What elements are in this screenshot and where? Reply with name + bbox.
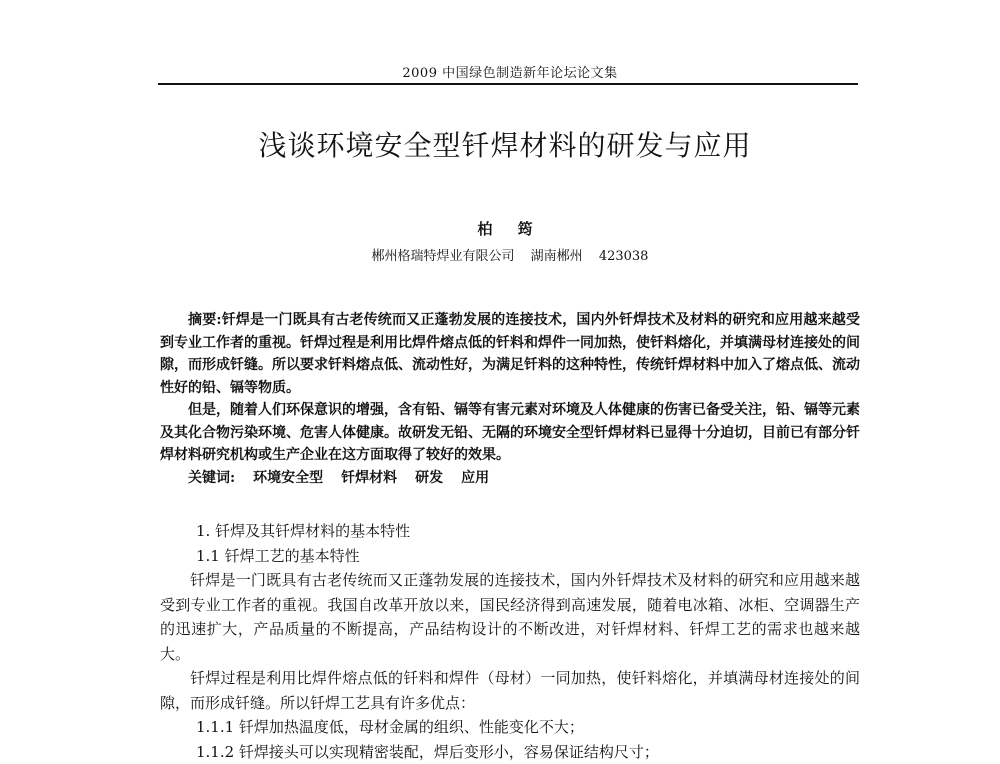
affiliation-postcode: 423038 xyxy=(599,249,649,264)
keyword: 研发 xyxy=(415,470,443,486)
abstract-text-1: 钎焊是一门既具有古老传统而又正蓬勃发展的连接技术，国内外钎焊技术及材料的研究和应用越来越受到专业工作者的重视。钎焊过程是利用比焊件熔点低的钎料和焊件一同加热，使钎料熔化，并填满母材连接处的间隙，而形成钎缝。所以要求钎料熔点低、流动性好，为满足钎料的这种特性，传统钎焊材料中加入了熔点低、流动性好的铅、镉等物质。 xyxy=(160,312,860,396)
body-paragraph-2: 钎焊过程是利用比焊件熔点低的钎料和焊件（母材）一同加热，使钎料熔化，并填满母材连接处的间隙，而形成钎缝。所以钎焊工艺具有许多优点： xyxy=(160,666,860,715)
abstract-paragraph-1 xyxy=(160,309,860,399)
keywords-line xyxy=(160,467,860,490)
affiliation-company: 郴州格瑞特焊业有限公司 xyxy=(372,249,515,264)
list-item-1-1-1: 1.1.1 钎焊加热温度低，母材金属的组织、性能变化不大； xyxy=(160,715,860,740)
running-header: 2009 中国绿色制造新年论坛论文集 xyxy=(160,62,860,81)
keyword: 应用 xyxy=(461,470,489,486)
body-text xyxy=(160,519,860,764)
keywords-label: 关键词: xyxy=(188,470,235,486)
keyword: 环境安全型 xyxy=(253,470,323,486)
list-item-1-1-2: 1.1.2 钎焊接头可以实现精密装配，焊后变形小，容易保证结构尺寸； xyxy=(160,740,860,764)
abstract-paragraph-2: 但是，随着人们环保意识的增强，含有铅、镉等有害元素对环境及人体健康的伤害已备受关注，铅、镉等元素及其化合物污染环境、危害人体健康。故研发无铅、无隔的环境安全型钎焊材料已显得十分迫切，目前已有部分钎焊材料研究机构或生产企业在这方面取得了较好的效果。 xyxy=(160,399,860,467)
header-rule xyxy=(158,83,858,85)
author-name: 柏 筠 xyxy=(160,218,860,239)
abstract xyxy=(160,309,860,489)
abstract-label: 摘要: xyxy=(188,312,222,328)
section-heading-1: 1. 钎焊及其钎焊材料的基本特性 xyxy=(160,519,860,544)
body-paragraph-1: 钎焊是一门既具有古老传统而又正蓬勃发展的连接技术，国内外钎焊技术及材料的研究和应用越来越受到专业工作者的重视。我国自改革开放以来，国民经济得到高速发展，随着电冰箱、冰柜、空调器生产的迅速扩大，产品质量的不断提高，产品结构设计的不断改进，对钎焊材料、钎焊工艺的需求也越来越大。 xyxy=(160,568,860,666)
affiliation-location: 湖南郴州 xyxy=(531,249,583,264)
affiliation xyxy=(160,245,860,264)
keyword: 钎焊材料 xyxy=(341,470,397,486)
section-heading-1-1: 1.1 钎焊工艺的基本特性 xyxy=(160,544,860,569)
paper-title: 浅谈环境安全型钎焊材料的研发与应用 xyxy=(160,124,850,164)
